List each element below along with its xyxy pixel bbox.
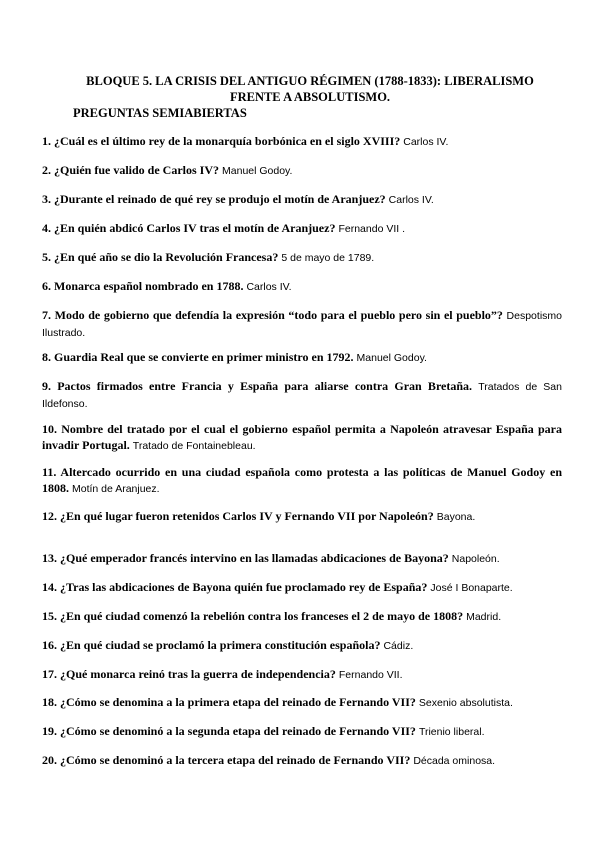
question-item [42,133,562,150]
answer-text: Carlos IV. [246,281,292,293]
question-text: 7. Modo de gobierno que defendía la expresión “todo para el pueblo pero sin el pueblo”? [42,308,503,322]
answer-text: Fernando VII. [338,669,403,681]
question-text: 20. ¿Cómo se denominó a la tercera etapa del reinado de Fernando VII? [42,753,411,767]
question-text: 19. ¿Cómo se denominó a la segunda etapa del reinado de Fernando VII? [42,724,416,738]
answer-text: Fernando VII . [338,223,406,235]
question-item [42,694,562,711]
question-item [42,349,562,366]
question-text: 13. ¿Qué emperador francés intervino en las llamadas abdicaciones de Bayona? [42,551,449,565]
answer-text: Carlos IV. [403,136,449,148]
answer-text: Tratados de San Ildefonso. [42,381,562,410]
answer-text: Madrid. [466,611,502,623]
title-line-2: FRENTE A ABSOLUTISMO. [229,90,391,104]
question-text: 1. ¿Cuál es el último rey de la monarquía borbónica en el siglo XVIII? [42,134,401,148]
answer-text: Sexenio absolutista. [418,697,513,709]
title-line-1: BLOQUE 5. LA CRISIS DEL ANTIGUO RÉGIMEN (1788-1833): LIBERALISMO [86,74,534,88]
question-text: 10. Nombre del tratado por el cual el gobierno español permita a Napoleón atravesar España para invadir Portugal. [42,422,562,452]
question-item [42,220,562,237]
question-item [42,249,562,266]
answer-text: Carlos IV. [388,194,434,206]
answer-text: Napoleón. [451,553,500,565]
question-item [42,723,562,740]
answer-text: Década ominosa. [413,755,496,767]
question-item [42,191,562,208]
question-text: 4. ¿En quién abdicó Carlos IV tras el motín de Aranjuez? [42,221,336,235]
question-item [42,278,562,295]
question-text: 11. Altercado ocurrido en una ciudad española como protesta a las políticas de Manuel Godoy en 1808. [42,465,562,495]
answer-text: Tratado de Fontainebleau. [132,440,256,452]
answer-text: Motín de Aranjuez. [72,483,160,495]
question-text: 16. ¿En qué ciudad se proclamó la primera constitución española? [42,638,381,652]
answer-text: Manuel Godoy. [356,352,427,364]
question-text: 3. ¿Durante el reinado de qué rey se produjo el motín de Aranjuez? [42,192,386,206]
answer-text: Bayona. [436,511,476,523]
question-item [42,508,562,525]
question-text: 12. ¿En qué lugar fueron retenidos Carlos IV y Fernando VII por Napoleón? [42,509,434,523]
section-subtitle: PREGUNTAS SEMIABIERTAS [73,106,247,120]
question-item [42,162,562,179]
answer-text: 5 de mayo de 1789. [281,252,375,264]
answer-text: Manuel Godoy. [222,165,293,177]
question-item [42,637,562,654]
question-item [42,421,562,454]
answer-text: Despotismo Ilustrado. [42,310,562,339]
question-item [42,608,562,625]
question-text: 6. Monarca español nombrado en 1788. [42,279,244,293]
question-item [42,579,562,596]
question-item [42,378,562,412]
answer-text: Trienio liberal. [418,726,485,738]
question-text: 15. ¿En qué ciudad comenzó la rebelión contra los franceses el 2 de mayo de 1808? [42,609,464,623]
question-item [42,752,562,769]
question-text: 18. ¿Cómo se denomina a la primera etapa del reinado de Fernando VII? [42,695,416,709]
answer-text: José I Bonaparte. [430,582,513,594]
question-text: 2. ¿Quién fue valido de Carlos IV? [42,163,220,177]
question-item [42,307,562,341]
question-text: 17. ¿Qué monarca reinó tras la guerra de independencia? [42,667,336,681]
question-item [42,464,562,497]
question-text: 5. ¿En qué año se dio la Revolución Francesa? [42,250,279,264]
question-text: 9. Pactos firmados entre Francia y España para aliarse contra Gran Bretaña. [42,379,473,393]
question-item [42,666,562,683]
answer-text: Cádiz. [383,640,414,652]
question-text: 14. ¿Tras las abdicaciones de Bayona quién fue proclamado rey de España? [42,580,428,594]
question-text: 8. Guardia Real que se convierte en primer ministro en 1792. [42,350,354,364]
question-item [42,550,562,567]
page-title [60,73,560,105]
